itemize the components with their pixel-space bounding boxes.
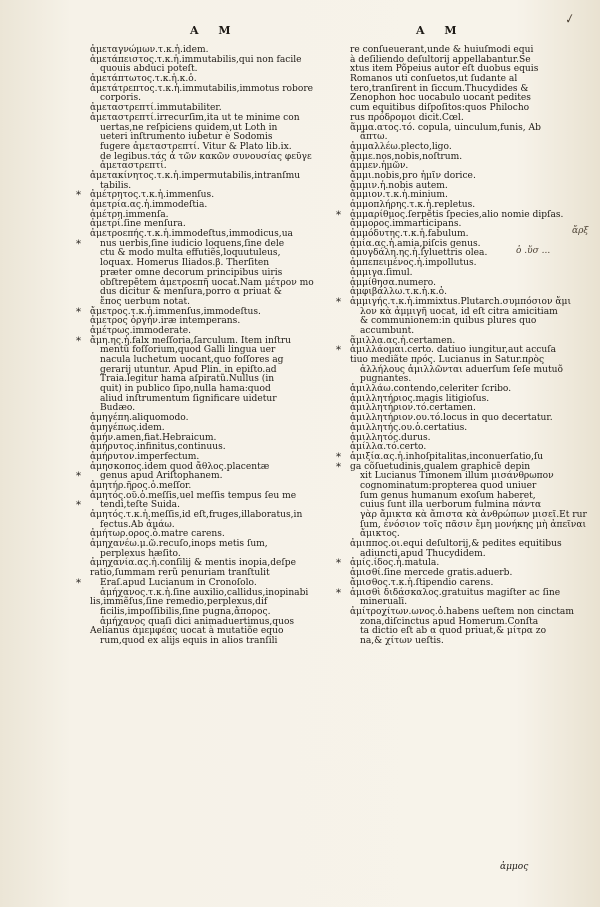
asterisk-marker-icon: * bbox=[76, 500, 81, 512]
catchword: ἁμμος bbox=[500, 862, 529, 872]
line-text: obſtrepẽtem ἀμετροεπῆ uocat.Nam μέτρον mo bbox=[100, 277, 314, 288]
line-text: ἀμετάπειστος.τ.κ.ἡ.immutabilis,qui non facile bbox=[90, 54, 302, 65]
line-text: ἀμέτρη.immenſa. bbox=[90, 209, 169, 220]
line-text: ἅπτω. bbox=[360, 132, 388, 143]
line-text: ἁμηγέπως.idem. bbox=[90, 422, 165, 433]
asterisk-marker-icon: * bbox=[336, 461, 341, 473]
line-text: Aelianus ἀμεμφέας uocat à mutatiõe equo bbox=[90, 626, 284, 637]
line-text: ἀμετροεπής.τ.κ.ἡ.immodeſtus,immodicus,ua bbox=[90, 229, 293, 240]
line-text: corporis. bbox=[100, 93, 142, 104]
line-text: ſum genus humanum exoſum haberet, bbox=[360, 490, 536, 501]
line-text: uertas,ne reſpiciens quidem,ut Loth in bbox=[100, 122, 278, 133]
asterisk-marker-icon: * bbox=[76, 335, 81, 347]
asterisk-marker-icon: * bbox=[76, 471, 81, 483]
line-text: quouis abduci poteſt. bbox=[100, 64, 198, 75]
line-text: tendi,teſte Suida. bbox=[100, 500, 180, 511]
line-text: genus apud Ariſtophanem. bbox=[100, 471, 223, 482]
line-text: ἀμμιγα.ſimul. bbox=[350, 267, 413, 278]
line-text: accumbunt. bbox=[360, 325, 415, 336]
line-text: ἀμφιβάλλω.τ.κ.ἡ.κ.ὁ. bbox=[350, 287, 447, 298]
line-text: ἀμμόδυτης.τ.κ.ἡ.fabulum. bbox=[350, 229, 469, 240]
line-text: ἁμιλλητήριον.ου.τό.locus in quo decertatur. bbox=[350, 413, 553, 424]
line-text: ἁμιξία.ας.ἡ.inhoſpitalitas,inconuerſatio,ſu bbox=[350, 451, 544, 462]
line-text: Traia.legitur hama aſpiratũ.Nullus (in bbox=[100, 374, 275, 385]
line-text: ἄμισθος.τ.κ.ἡ.ſtipendio carens. bbox=[350, 577, 494, 588]
line-text: tabilis. bbox=[100, 180, 132, 191]
line-text: ἀμεταγνώμων.τ.κ.ἡ.idem. bbox=[90, 45, 209, 55]
line-text: Eraſ.apud Lucianum in Cronoſolo. bbox=[100, 577, 257, 588]
line-text: ἁμιλλητός.durus. bbox=[350, 432, 431, 443]
line-text: ἄμμορος.immarticipans. bbox=[350, 219, 462, 230]
line-text: ἀμμεν.ἡμῶν. bbox=[350, 161, 409, 172]
asterisk-marker-icon: * bbox=[76, 190, 81, 202]
line-text: xit Lucianus Timonem illum μισάνθρωπον bbox=[360, 471, 554, 482]
line-text: ἀμήχανος.τ.κ.ἡ.ſine auxilio,callidus,inopinabi bbox=[100, 587, 309, 598]
line-text: zona,diſcinctus apud Homerum.Conſta bbox=[360, 616, 539, 627]
asterisk-marker-icon: * bbox=[336, 345, 341, 357]
line-text: ἀμιππος.οι.equi deſultorij,& pedites equitibus bbox=[350, 539, 562, 550]
asterisk-marker-icon: * bbox=[336, 296, 341, 308]
line-text: ἀμίτροχίτων.ωνος.ὁ.habens ueſtem non cinctam bbox=[350, 606, 574, 617]
line-text: ἀμισθὶ διδάσκαλος.gratuitus magiſter ac ſine bbox=[350, 587, 561, 598]
line-text: ἀμμίθησα.numero. bbox=[350, 277, 436, 288]
line-text: ἀμμοπλήρης.τ.κ.ἡ.repletus. bbox=[350, 200, 476, 210]
line-text: ἀμέτρητος.τ.κ.ἡ.immenſus. bbox=[90, 190, 215, 201]
asterisk-marker-icon: * bbox=[336, 451, 341, 463]
line-text: nus uerbis,ſine iudicio loquens,ſine dele bbox=[100, 238, 285, 249]
line-text: γὰρ ἄμικτα κὰ ἄπιστα κὰ ἀνθρώπων μισεῖ.Et rur bbox=[360, 510, 587, 520]
line-text: ἀμμιγής.τ.κ.ἡ.immixtus.Plutarch.συμπόσιον ἄμι bbox=[350, 296, 572, 307]
line-text: ἀμητός.τ.κ.ἡ.meſſis,id eſt,fruges,illaboratus,in bbox=[90, 510, 303, 520]
line-text: ἀμήρυτος.infinitus,continuus. bbox=[90, 442, 226, 453]
line-text: cognominatum:propterea quod uniuer bbox=[360, 480, 537, 491]
line-text: λον κὰ ἀμμιγῆ uocat, id eſt citra amicitiam bbox=[360, 306, 558, 317]
line-text: ἀμεταστρεπτί. bbox=[100, 161, 167, 172]
line-text: ἁμιλλάω.contendo,celeriter ſcribo. bbox=[350, 384, 512, 395]
line-text: ratio,ſummam rerũ penuriam tranſtulit bbox=[90, 568, 270, 579]
running-head-right: A M bbox=[416, 24, 465, 37]
line-text: ἀμπεπειμένος.ἡ.impollutus. bbox=[350, 258, 477, 269]
line-text: ἄμμι.nobis,pro ἡμῖν dorice. bbox=[350, 170, 476, 181]
line-text: cum equitibus diſpoſitos:quos Philocho bbox=[350, 103, 530, 114]
line-text: xtus item Põpeius autor eſt duobus equis bbox=[350, 64, 539, 75]
line-text: ἀμεταστρεπτί.immutabiliter. bbox=[90, 103, 222, 114]
line-text: Romanos uti conſuetos,ut ſudante al bbox=[350, 74, 518, 85]
line-text: ἄμμιν.ἡ.nobis autem. bbox=[350, 180, 448, 191]
line-text: de legibus.τάς ἀ τῶν κακῶν συνουσίας φεῦγε bbox=[100, 151, 312, 162]
line-text: perplexus hæſito. bbox=[100, 548, 181, 559]
line-text: ἁμιλλητήριος.magis litigioſus. bbox=[350, 393, 490, 404]
asterisk-marker-icon: * bbox=[336, 558, 341, 570]
line-text: re conſueuerant,unde & huiuſmodi equi bbox=[350, 45, 534, 55]
asterisk-marker-icon: * bbox=[336, 587, 341, 599]
line-text: ἀλλήλους ἁμιλλῶνται aduerſum ſeſe mutuõ bbox=[360, 364, 563, 375]
line-text: ἀμετακίνητος.τ.κ.ἡ.impermutabilis,intranſmu bbox=[90, 170, 301, 181]
line-text: Budæo. bbox=[100, 403, 136, 414]
line-text: pugnantes. bbox=[360, 374, 412, 385]
line-text: adiuncti,apud Thucydidem. bbox=[360, 548, 486, 559]
line-text: rus πρόδρομοι dicit.Cœl. bbox=[350, 112, 464, 123]
line-text: lis,immẽſus,ſine remedio,perplexus,dif bbox=[90, 597, 268, 608]
line-text: ἀμίς.ίδος.ἡ.matula. bbox=[350, 558, 440, 569]
line-text: tiuo mediãte πρός. Lucianus in Satur.πρὸς bbox=[350, 355, 545, 365]
running-head-left: A M bbox=[190, 24, 239, 37]
line-text: na,& χίτων ueſtis. bbox=[360, 635, 444, 646]
line-text: fugere ἀμεταστρεπτί. Vitur & Plato lib.ix. bbox=[100, 141, 292, 152]
line-text: rum,quod ex alijs equis in alios tranſili bbox=[100, 635, 278, 646]
asterisk-marker-icon: * bbox=[76, 577, 81, 589]
line-text: mentũ foſſorium,quod Galli lingua uer bbox=[100, 345, 276, 356]
line-text: ἀμήτωρ.ορος.ὁ.matre carens. bbox=[90, 529, 225, 540]
line-text: ἀμητός.οῦ.ὁ.meſſis,uel meſſis tempus ſeu me bbox=[90, 490, 297, 501]
line-text: ἁμιλλάομαι.certo. datiuo iungitur,aut accuſa bbox=[350, 345, 557, 356]
dictionary-line bbox=[350, 637, 560, 647]
line-text: ἄμη.ης.ἡ.falx meſſoria,ſarculum. Item inſtru bbox=[90, 335, 292, 346]
line-text: ἅμμα.ατος.τό. copula, uinculum,funis, Ab bbox=[350, 122, 541, 133]
line-text: ἀμετρί.ſine menſura. bbox=[90, 219, 186, 230]
line-text: à deſiliendo deſultorij appellabantur.Se bbox=[350, 54, 531, 65]
line-text: ἄμικτος. bbox=[360, 529, 400, 540]
line-text: ἁμιλλητήριον.τό.certamen. bbox=[350, 403, 476, 414]
asterisk-marker-icon: * bbox=[76, 306, 81, 318]
line-text: fectus.Ab ἀμάω. bbox=[100, 519, 175, 530]
line-text: Zenophon hoc uocabulo uocant pedites bbox=[350, 93, 531, 104]
line-text: ἀμετάτρεπτος.τ.κ.ἡ.immutabilis,immotus robore bbox=[90, 83, 314, 94]
handwritten-marginal-note: ἄρξ bbox=[572, 226, 589, 236]
line-text: dus dicitur & menſura,porro α priuat & bbox=[100, 287, 282, 298]
line-text: ἔπος uerbum notat. bbox=[100, 296, 191, 307]
line-text: ἄμμιον.τ.κ.ἡ.minium. bbox=[350, 190, 448, 201]
asterisk-marker-icon: * bbox=[76, 238, 81, 250]
line-text: ἀμμαρίθμος.ſerpẽtis ſpecies,alio nomie dipſas. bbox=[350, 209, 564, 220]
line-text: ἀμετάπτωτος.τ.κ.ἡ.κ.ὁ. bbox=[90, 74, 197, 85]
dictionary-line bbox=[90, 637, 322, 647]
line-text: ſum, ἐνόσιον τοῖς πᾶσιν ἔμη μονήκης μὴ ἀπεῖναι bbox=[360, 519, 587, 530]
left-column bbox=[76, 45, 322, 647]
line-text: cuius ſunt illa uerborum fulmina πάντα bbox=[360, 500, 542, 511]
line-text: ἀμησκοπος.idem quod ἄθλος.placentæ bbox=[90, 461, 270, 472]
line-text: nacula luchetum uocant,quo foſſores ag bbox=[100, 355, 284, 365]
line-text: ἁμίλλα.τό.certo. bbox=[350, 442, 427, 453]
line-text: ga cõſuetudinis,qualem graphicẽ depin bbox=[350, 461, 531, 472]
line-text: ueteri inſtrumento iubetur è Sodomis bbox=[100, 132, 273, 143]
line-text: ἀμήν.amen,fiat.Hebraicum. bbox=[90, 432, 217, 443]
handwritten-marginal-note: ὁ .ὕσ ... bbox=[516, 246, 551, 256]
line-text: ficilis,impoſſibilis,ſine pugna,ἄπορος. bbox=[100, 606, 271, 617]
line-text: ἀμετρος ὀργήν.iræ intemperans. bbox=[90, 316, 241, 327]
line-text: loquax. Homerus Iliados.β. Therſiten bbox=[100, 258, 270, 269]
line-text: ctu & modo multa effutiẽs,loquutuleus, bbox=[100, 248, 281, 259]
line-text: ἄμετρος.τ.κ.ἡ.immenſus,immodeſtus. bbox=[90, 306, 261, 317]
line-text: ἅμιλλα.ας.ἡ.certamen. bbox=[350, 335, 456, 346]
line-text: tero,tranſirent in ſiccum.Thucydides & bbox=[350, 83, 529, 94]
line-text: ἀμία.ας.ἡ.amia,piſcis genus. bbox=[350, 238, 481, 249]
line-text: ἀμήχανος quaſi dici animaduertimus,quos bbox=[100, 616, 295, 627]
line-text: ἀμητήρ.ῆρος.ὁ.meſſor. bbox=[90, 480, 192, 491]
line-text: ἁμιλλητής.ου.ὁ.certatius. bbox=[350, 422, 468, 433]
line-text: ἀμήρυτον.imperfectum. bbox=[90, 451, 200, 462]
line-text: ἄμμε.nos,nobis,noſtrum. bbox=[350, 151, 463, 162]
line-text: ἀμισθί.ſine mercede gratis.aduerb. bbox=[350, 568, 513, 579]
line-text: minerualī. bbox=[360, 597, 408, 608]
line-text: ἀμεταστρεπτί.irrecurſim,ita ut te minime con bbox=[90, 112, 300, 123]
line-text: ἀμμαλλέω.plecto,ligo. bbox=[350, 141, 452, 152]
line-text: ἀμηχανέω.μ.ῶ.recuſo,inops metis ſum, bbox=[90, 539, 268, 550]
line-text: ἀμηχανία.ας.ἡ.conſilij & mentis inopia,deſpe bbox=[90, 558, 296, 569]
line-text: ἀμέτρως.immoderate. bbox=[90, 325, 192, 336]
line-text: ta dictio eſt ab α quod priuat,& μίτρα zo bbox=[360, 626, 547, 637]
line-text: & communionem:in quibus plures quo bbox=[360, 316, 537, 327]
asterisk-marker-icon: * bbox=[336, 209, 341, 221]
line-text: ἀμυγδάλη.ης.ἡ.ſyluettris olea. bbox=[350, 248, 488, 259]
line-text: aliud inſtrumentum ſignificare uidetur bbox=[100, 393, 277, 404]
line-text: gerarij utuntur. Apud Plin. in epiſto.ad bbox=[100, 364, 277, 375]
line-text: ἀμετρία.ας.ἡ.immodeſtia. bbox=[90, 200, 208, 210]
line-text: ἁμηγέπη.aliquomodo. bbox=[90, 413, 189, 424]
line-text: præter omne decorum principibus uiris bbox=[100, 267, 283, 278]
handwritten-check-mark: ✓ bbox=[561, 10, 577, 28]
line-text: quit) in publico ſipo,nulla hama:quod bbox=[100, 384, 271, 395]
